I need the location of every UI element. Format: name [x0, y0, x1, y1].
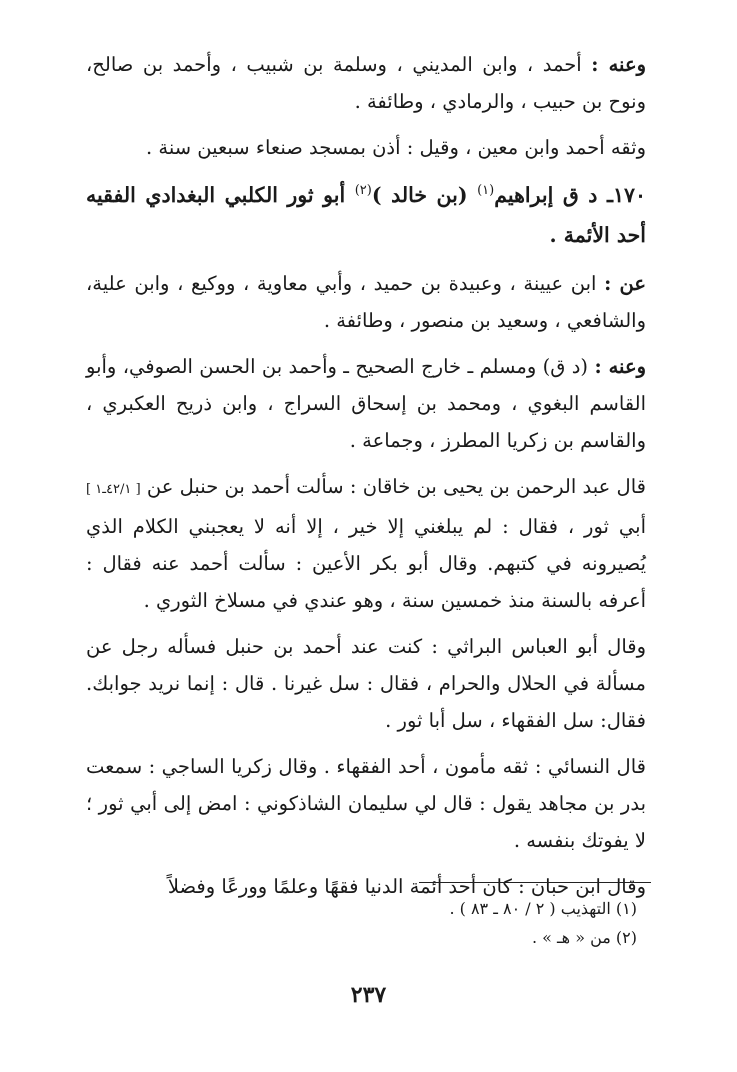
entry-lineage: (بن خالد ): [371, 183, 468, 207]
page-number: ٢٣٧: [350, 982, 387, 1008]
footnote-ref-1[interactable]: (١): [477, 183, 495, 199]
narrators-list: أحمد ، وابن المديني ، وسلمة بن شبيب ، وأحمد بن صالح، ونوح بن حبيب ، والرمادي ، وطائفة .: [86, 53, 646, 113]
footnote-ref-2[interactable]: (٢): [354, 183, 372, 199]
barathi-text: وقال أبو العباس البراثي : كنت عند أحمد بن حنبل فسأله رجل عن مسألة في الحلال والحرام ، فقال : سل غيرنا . قال : إنما نريد جوابك. فقال: سل الفقهاء ، سل أبا ثور .: [86, 635, 646, 732]
page-body: [86, 46, 646, 914]
entry-title: أبو ثور الكلبي البغدادي الفقيه أحد الأئمة .: [86, 183, 646, 247]
footnotes: [117, 894, 637, 952]
manuscript-marker: [ ٤٢/١ـ١ ]: [86, 482, 141, 497]
paragraph-ahmad-opinion: [86, 468, 646, 619]
footnote-2: (٢) من « هـ » .: [531, 928, 637, 947]
ibn-hibban-text: وقال ابن حبان : كان أحد أئمة الدنيا فقهًا وعلمًا وورعًا وفضلاً: [167, 875, 646, 898]
entry-name: إبراهيم: [494, 183, 554, 207]
label-from-2: وعنه :: [594, 355, 646, 378]
quote-before: قال عبد الرحمن بن يحيى بن خاقان : سألت أحمد بن حنبل عن: [146, 475, 646, 498]
students-list: (د ق) ومسلم ـ خارج الصحيح ـ وأحمد بن الحسن الصوفي، وأبو القاسم البغوي ، ومحمد بن إسحاق السراج ، وابن ذريح العكبري ، والقاسم بن زكريا المطرز ، وجماعة .: [86, 355, 646, 452]
paragraph-teachers: [86, 265, 646, 339]
nasai-text: قال النسائي : ثقه مأمون ، أحد الفقهاء . وقال زكريا الساجي : سمعت بدر بن مجاهد يقول : قال لي سليمان الشاذكوني : امض إلى أبي ثور ؛ لا يفوتك بنفسه .: [86, 755, 646, 852]
entry-number: ١٧٠ـ د ق: [562, 183, 646, 207]
paragraph-nasai: [86, 748, 646, 859]
quote-after: أبي ثور ، فقال : لم يبلغني إلا خير ، إلا أنه لا يعجبني الكلام الذي يُصيرونه في كتبهم. وقال أبو بكر الأعين : سألت أحمد عنه فقال : أعرفه بالسنة منذ خمسين سنة ، وهو عندي في مسلاخ الثوري .: [86, 515, 646, 612]
label-an: عن :: [604, 272, 646, 295]
paragraph-narrators-from: [86, 46, 646, 120]
footnote-1: (١) التهذيب ( ٢ / ٨٠ ـ ٨٣ ) .: [449, 899, 637, 918]
teachers-list: ابن عيينة ، وعبيدة بن حميد ، وأبي معاوية ، ووكيع ، وابن علية، والشافعي ، وسعيد بن منصور ، وطائفة .: [86, 272, 646, 332]
label-from: وعنه :: [591, 53, 646, 76]
paragraph-students: [86, 348, 646, 459]
biography-heading: [86, 175, 646, 255]
footnote-divider: [419, 882, 651, 883]
paragraph-authentication: [86, 129, 646, 166]
authentication-text: وثقه أحمد وابن معين ، وقيل : أذن بمسجد صنعاء سبعين سنة .: [145, 136, 646, 159]
paragraph-barathi: [86, 628, 646, 739]
